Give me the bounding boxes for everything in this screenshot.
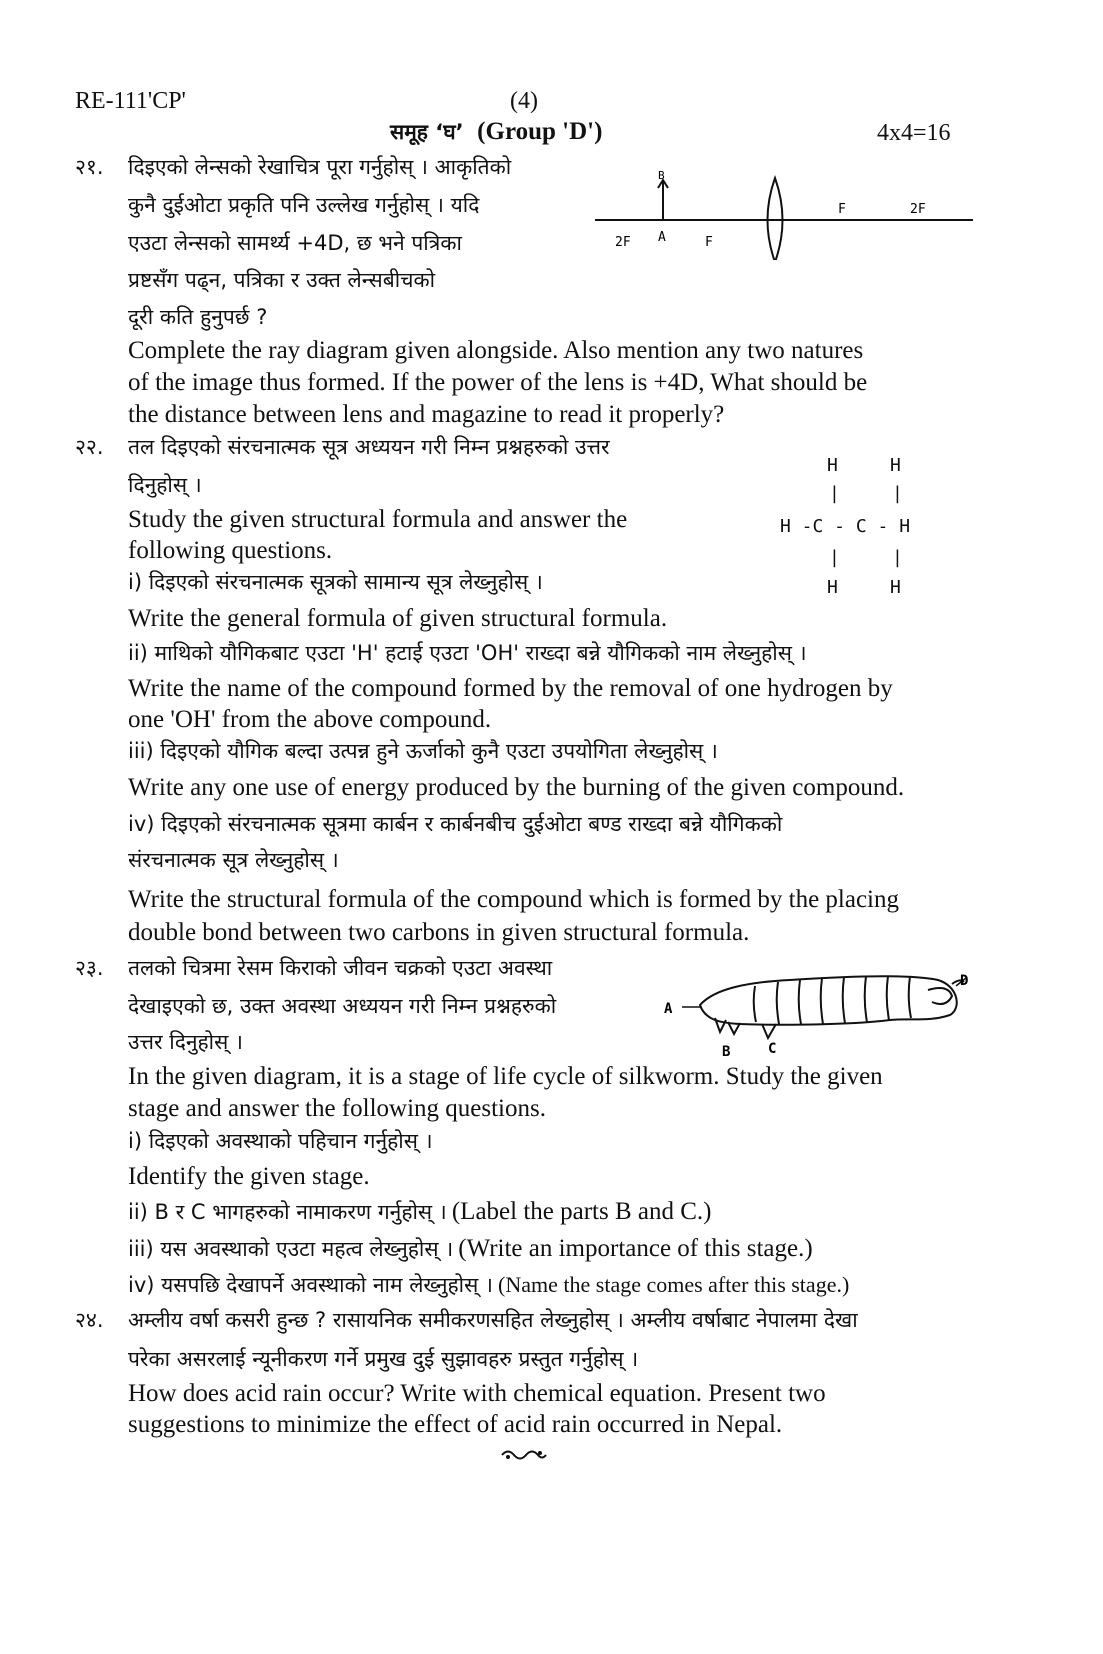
label-A: A <box>658 230 666 245</box>
silkworm-diagram <box>660 960 980 1060</box>
label-D: D <box>960 973 969 989</box>
q23-iv <box>128 1274 849 1296</box>
group-title-np: समूह ‘घ’ <box>390 120 464 144</box>
q21-en-line: Complete the ray diagram given alongside. Also mention any two natures <box>128 337 864 364</box>
head <box>928 988 952 1004</box>
formula-H-bottom-2: H <box>890 577 901 598</box>
marks: 4x4=16 <box>877 120 951 146</box>
q23-en-intro: stage and answer the following questions. <box>128 1095 546 1122</box>
q22-iv-en: double bond between two carbons in given structural formula. <box>128 919 750 946</box>
q24-np-line: अम्लीय वर्षा कसरी हुन्छ ? रासायनिक समीकरणसहित लेख्नुहोस् । अम्लीय वर्षाबाट नेपालमा देखा <box>128 1308 858 1332</box>
structural-formula <box>780 455 980 600</box>
q22-np-intro: तल दिइएको संरचनात्मक सूत्र अध्ययन गरी निम्न प्रश्नहरुको उत्तर <box>128 435 610 459</box>
q23-iv-np: iv) यसपछि देखापर्ने अवस्थाको नाम लेख्नुहोस् । <box>128 1273 493 1297</box>
page-number: (4) <box>510 88 538 114</box>
q22-en-intro: Study the given structural formula and answer the <box>128 506 628 533</box>
group-title-en: (Group 'D') <box>477 118 603 145</box>
formula-bond-top-1: | <box>829 483 840 504</box>
q23-np-intro: देखाइएको छ, उक्त अवस्था अध्ययन गरी निम्न प्रश्नहरुको <box>128 994 557 1018</box>
q23-i-en: Identify the given stage. <box>128 1163 370 1190</box>
q23-i-np: i) दिइएको अवस्थाको पहिचान गर्नुहोस् । <box>128 1129 433 1153</box>
q21-np-line: दिइएको लेन्सको रेखाचित्र पूरा गर्नुहोस् । आकृतिको <box>128 155 512 179</box>
q24-en-line: suggestions to minimize the effect of acid rain occurred in Nepal. <box>128 1411 783 1438</box>
exam-code: RE-111'CP' <box>75 88 186 114</box>
q21-en-line: the distance between lens and magazine to read it properly? <box>128 401 725 428</box>
q22-iv-np: संरचनात्मक सूत्र लेख्नुहोस् । <box>128 848 339 872</box>
q22-ii-en: Write the name of the compound formed by the removal of one hydrogen by <box>128 675 893 702</box>
q23-np-intro: तलको चित्रमा रेसम किराको जीवन चक्रको एउटा अवस्था <box>128 956 553 980</box>
label-B: B <box>658 169 665 182</box>
q21-np-line: प्रष्टसँग पढ्न, पत्रिका र उक्त लेन्सबीचको <box>128 268 436 292</box>
q24-np-line: परेका असरलाई न्यूनीकरण गर्ने प्रमुख दुई सुझावहरु प्रस्तुत गर्नुहोस् । <box>128 1347 639 1371</box>
q22-iv-np: iv) दिइएको संरचनात्मक सूत्रमा कार्बन र कार्बनबीच दुईओटा बण्ड राख्दा बन्ने यौगिकको <box>128 812 783 836</box>
q23-iii <box>128 1236 813 1261</box>
formula-bond-bottom-1: | <box>829 547 840 568</box>
q21-np-line: एउटा लेन्सको सामर्थ्य +4D, छ भने पत्रिका <box>128 231 462 255</box>
q21-number: २१. <box>75 155 104 179</box>
q22-iii-np: iii) दिइएको यौगिक बल्दा उत्पन्न हुने ऊर्जाको कुनै एउटा उपयोगिता लेख्नुहोस् । <box>128 739 718 763</box>
q23-iii-en: (Write an importance of this stage.) <box>458 1235 813 1262</box>
q23-iii-np: iii) यस अवस्थाको एउटा महत्व लेख्नुहोस् । <box>128 1237 454 1261</box>
q24-number: २४. <box>75 1308 104 1332</box>
formula-H-bottom-1: H <box>827 577 838 598</box>
q23-ii-en: (Label the parts B and C.) <box>451 1198 712 1225</box>
footer-ornament-icon <box>500 1446 548 1464</box>
q23-iv-en: (Name the stage comes after this stage.) <box>498 1272 850 1297</box>
label-B: B <box>722 1044 731 1060</box>
q21-en-line: of the image thus formed. If the power of the lens is +4D, What should be <box>128 369 868 396</box>
group-title <box>390 118 602 146</box>
lens-ray-diagram <box>590 168 980 260</box>
q23-np-intro: उत्तर दिनुहोस् । <box>128 1030 243 1054</box>
q22-number: २२. <box>75 435 104 459</box>
formula-H-top-1: H <box>827 455 838 476</box>
q24-en-line: How does acid rain occur? Write with chemical equation. Present two <box>128 1380 826 1407</box>
formula-bond-bottom-2: | <box>892 547 903 568</box>
q22-en-intro: following questions. <box>128 537 333 564</box>
q23-number: २३. <box>75 956 104 980</box>
label-F-right: F <box>838 202 846 217</box>
label-2F-right: 2F <box>910 202 926 217</box>
q22-np-intro: दिनुहोस् । <box>128 473 202 497</box>
q22-i-np: i) दिइएको संरचनात्मक सूत्रको सामान्य सूत्र लेख्नुहोस् । <box>128 570 543 594</box>
q22-i-en: Write the general formula of given structural formula. <box>128 605 668 632</box>
formula-main-row: H -C - C - H <box>780 516 911 537</box>
prolegs <box>762 1024 776 1038</box>
q22-ii-np: ii) माथिको यौगिकबाट एउटा 'H' हटाई एउटा 'OH' राख्दा बन्ने यौगिकको नाम लेख्नुहोस् । <box>128 641 807 665</box>
q21-np-line: कुनै दुईओटा प्रकृति पनि उल्लेख गर्नुहोस् । यदि <box>128 193 480 217</box>
label-A: A <box>664 1001 673 1017</box>
q23-en-intro: In the given diagram, it is a stage of life cycle of silkworm. Study the given <box>128 1063 883 1090</box>
label-2F-left: 2F <box>615 235 631 250</box>
formula-bond-top-2: | <box>892 483 903 504</box>
label-C: C <box>768 1041 777 1057</box>
q22-iv-en: Write the structural formula of the compound which is formed by the placing <box>128 886 899 913</box>
formula-H-top-2: H <box>890 455 901 476</box>
body-segments <box>754 976 911 1024</box>
q22-ii-en: one 'OH' from the above compound. <box>128 706 492 733</box>
larva-body <box>700 976 957 1025</box>
label-F-left: F <box>705 235 713 250</box>
q22-iii-en: Write any one use of energy produced by the burning of the given compound. <box>128 774 905 801</box>
q21-np-line: दूरी कति हुनुपर्छ ? <box>128 305 268 329</box>
q23-ii <box>128 1199 712 1224</box>
q23-ii-np: ii) B र C भागहरुको नामाकरण गर्नुहोस् । <box>128 1200 447 1224</box>
